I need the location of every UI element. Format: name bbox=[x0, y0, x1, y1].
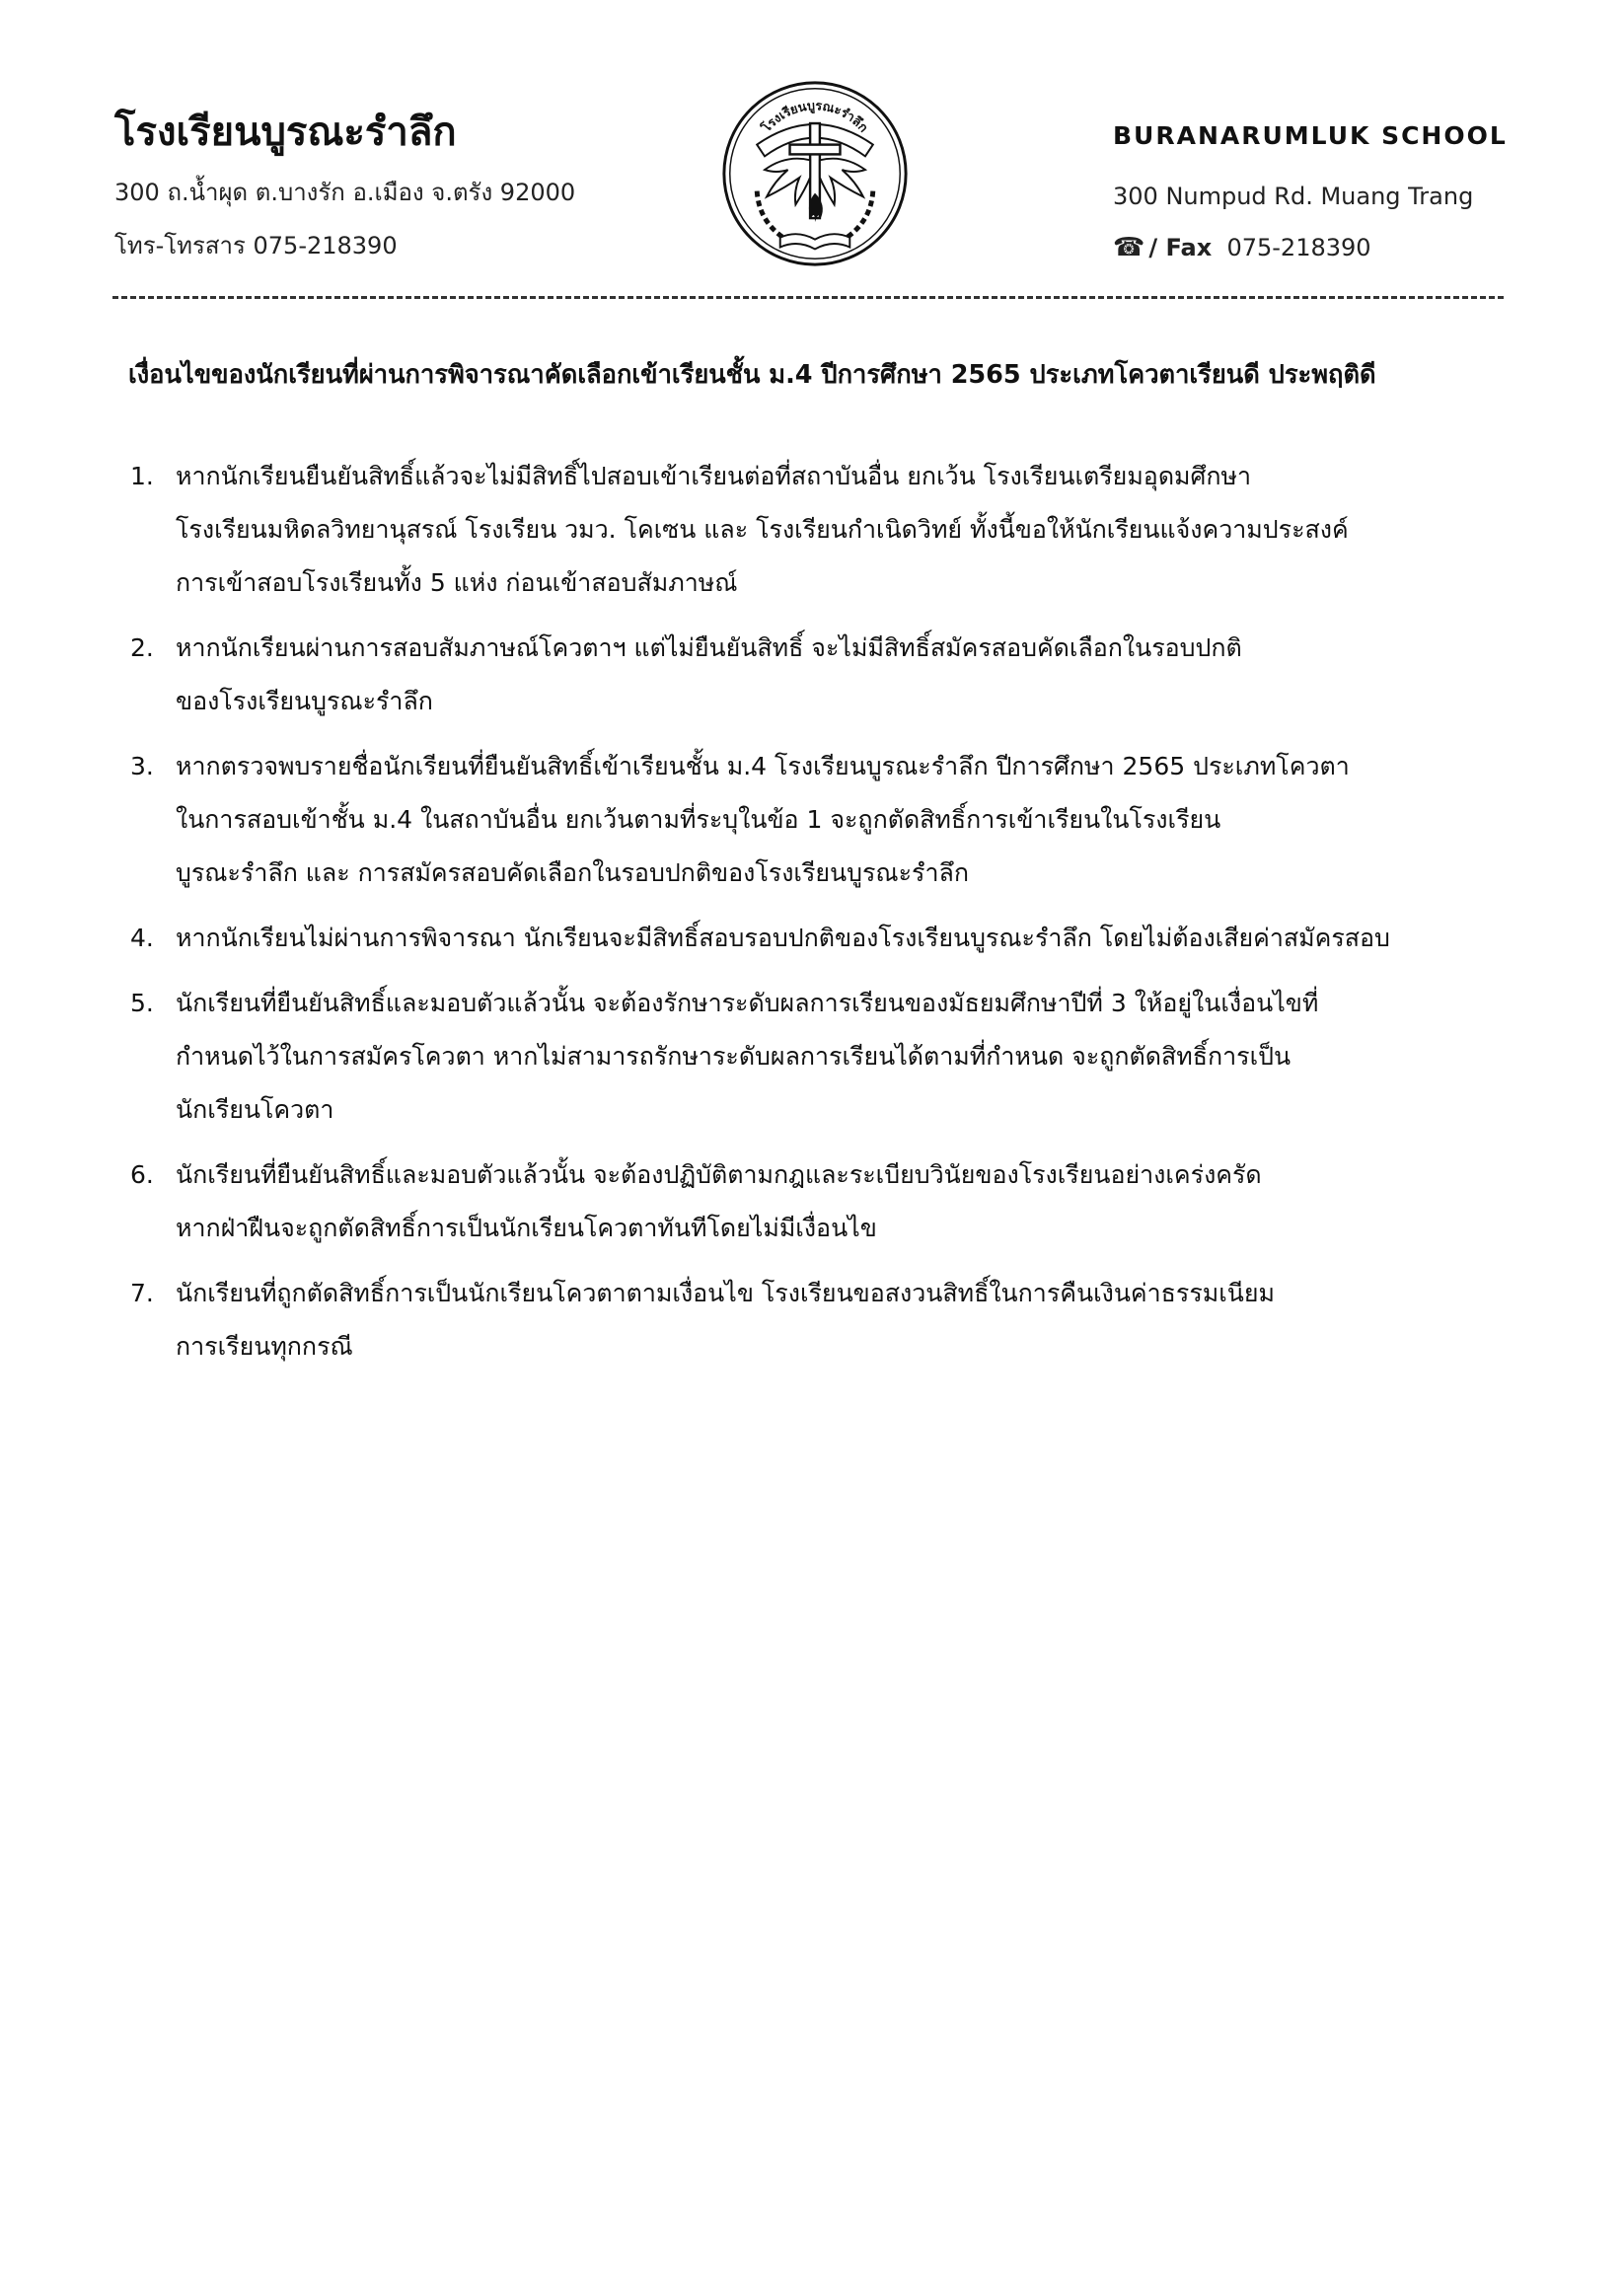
condition-number: 6. bbox=[130, 1160, 154, 1189]
condition-line: หากนักเรียนผ่านการสอบสัมภาษณ์โควตาฯ แต่ไม่ยืนยันสิทธิ์ จะไม่มีสิทธิ์สมัครสอบคัดเลือกในรอบปกติ bbox=[176, 633, 1242, 662]
condition-item bbox=[130, 1148, 1531, 1255]
condition-line: หากฝ่าฝืนจะถูกตัดสิทธิ์การเป็นนักเรียนโควตาทันทีโดยไม่มีเงื่อนไข bbox=[176, 1214, 877, 1242]
document-title: เงื่อนไขของนักเรียนที่ผ่านการพิจารณาคัดเลือกเข้าเรียนชั้น ม.4 ปีการศึกษา 2565 ประเภทโควตาเรียนดี ประพฤติดี bbox=[128, 360, 1376, 390]
condition-text bbox=[176, 740, 1531, 900]
condition-line: หากตรวจพบรายชื่อนักเรียนที่ยืนยันสิทธิ์เข้าเรียนชั้น ม.4 โรงเรียนบูรณะรำลึก ปีการศึกษา 2565 ประเภทโควตา bbox=[176, 752, 1350, 780]
school-name-thai: โรงเรียนบูรณะรำลึก bbox=[114, 109, 457, 155]
header-english-block bbox=[1113, 120, 1527, 284]
condition-line: กำหนดไว้ในการสมัครโควตา หากไม่สามารถรักษาระดับผลการเรียนได้ตามที่กำหนด จะถูกตัดสิทธิ์การเป็น bbox=[176, 1042, 1292, 1071]
condition-text bbox=[176, 1148, 1531, 1255]
school-emblem-logo bbox=[718, 77, 912, 270]
condition-item bbox=[130, 622, 1531, 728]
condition-line: นักเรียนโควตา bbox=[176, 1095, 334, 1124]
condition-text bbox=[176, 450, 1531, 610]
header-divider bbox=[112, 296, 1504, 299]
condition-text bbox=[176, 1267, 1531, 1373]
school-fax-line bbox=[1113, 233, 1527, 262]
condition-number: 3. bbox=[130, 752, 154, 780]
condition-line: หากนักเรียนไม่ผ่านการพิจารณา นักเรียนจะมีสิทธิ์สอบรอบปกติของโรงเรียนบูรณะรำลึก โดยไม่ต้องเสียค่าสมัครสอบ bbox=[176, 924, 1390, 952]
telephone-icon: ☎ bbox=[1113, 233, 1145, 262]
condition-line: การเรียนทุกกรณี bbox=[176, 1332, 353, 1361]
school-name-english: BURANARUMLUK SCHOOL bbox=[1113, 121, 1508, 150]
header-thai-block bbox=[114, 109, 726, 284]
emblem-text: โรงเรียนบูรณะรำลึก bbox=[759, 99, 871, 136]
condition-text bbox=[176, 912, 1531, 965]
condition-line: การเข้าสอบโรงเรียนทั้ง 5 แห่ง ก่อนเข้าสอบสัมภาษณ์ bbox=[176, 568, 738, 597]
condition-item bbox=[130, 740, 1531, 900]
condition-number: 1. bbox=[130, 462, 154, 490]
condition-text bbox=[176, 977, 1531, 1137]
condition-line: ของโรงเรียนบูรณะรำลึก bbox=[176, 687, 433, 715]
condition-line: นักเรียนที่ยืนยันสิทธิ์และมอบตัวแล้วนั้น จะต้องปฏิบัติตามกฎและระเบียบวินัยของโรงเรียนอย่างเคร่งครัด bbox=[176, 1160, 1262, 1189]
condition-number: 4. bbox=[130, 924, 154, 952]
condition-number: 5. bbox=[130, 989, 154, 1017]
conditions-list bbox=[130, 450, 1531, 1385]
condition-line: หากนักเรียนยืนยันสิทธิ์แล้วจะไม่มีสิทธิ์ไปสอบเข้าเรียนต่อที่สถาบันอื่น ยกเว้น โรงเรียนเตรียมอุดมศึกษา bbox=[176, 462, 1252, 490]
condition-line: บูรณะรำลึก และ การสมัครสอบคัดเลือกในรอบปกติของโรงเรียนบูรณะรำลึก bbox=[176, 858, 969, 887]
condition-line: นักเรียนที่ยืนยันสิทธิ์และมอบตัวแล้วนั้น จะต้องรักษาระดับผลการเรียนของมัธยมศึกษาปีที่ 3 ให้อยู่ในเงื่อนไขที่ bbox=[176, 989, 1319, 1017]
school-phone-thai: โทร-โทรสาร 075-218390 bbox=[114, 232, 398, 259]
school-address-thai: 300 ถ.น้ำผุด ต.บางรัก อ.เมือง จ.ตรัง 92000 bbox=[114, 179, 576, 206]
condition-item bbox=[130, 450, 1531, 610]
condition-item bbox=[130, 977, 1531, 1137]
condition-line: โรงเรียนมหิดลวิทยานุสรณ์ โรงเรียน วมว. โคเซน และ โรงเรียนกำเนิดวิทย์ ทั้งนี้ขอให้นักเรียนแจ้งความประสงค์ bbox=[176, 515, 1349, 544]
condition-line: ในการสอบเข้าชั้น ม.4 ในสถาบันอื่น ยกเว้นตามที่ระบุในข้อ 1 จะถูกตัดสิทธิ์การเข้าเรียนในโรงเรียน bbox=[176, 805, 1221, 834]
condition-item bbox=[130, 1267, 1531, 1373]
condition-number: 7. bbox=[130, 1279, 154, 1307]
fax-label: / Fax bbox=[1148, 234, 1213, 261]
fax-number: 075-218390 bbox=[1226, 234, 1371, 261]
condition-line: นักเรียนที่ถูกตัดสิทธิ์การเป็นนักเรียนโควตาตามเงื่อนไข โรงเรียนขอสงวนสิทธิ์ในการคืนเงินค่าธรรมเนียม bbox=[176, 1279, 1276, 1307]
condition-item bbox=[130, 912, 1531, 965]
condition-text bbox=[176, 622, 1531, 728]
school-address-english: 300 Numpud Rd. Muang Trang bbox=[1113, 183, 1474, 210]
condition-number: 2. bbox=[130, 633, 154, 662]
